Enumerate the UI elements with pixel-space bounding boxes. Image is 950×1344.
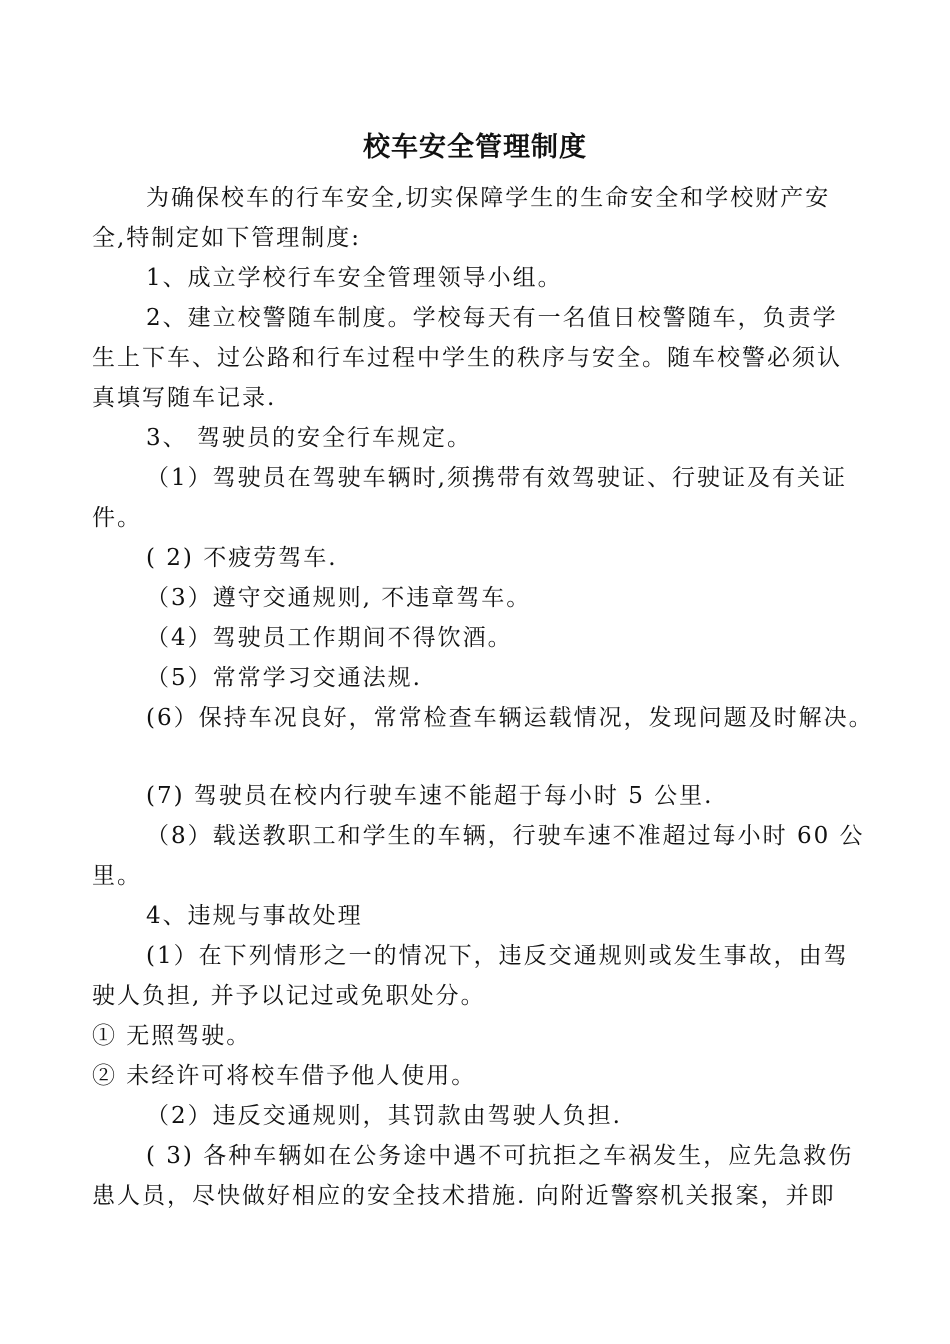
violation-2: （2）违反交通规则，其罚款由驾驶人负担. — [146, 1103, 622, 1129]
intro-line-2: 全,特制定如下管理制度: — [92, 225, 362, 251]
circled-item-2: ② 未经许可将校车借予他人使用。 — [92, 1063, 477, 1089]
item-2-line-2: 生上下车、过公路和行车过程中学生的秩序与安全。随车校警必须认 — [92, 345, 842, 371]
rule-3: （3）遵守交通规则, 不违章驾车。 — [146, 585, 532, 611]
rule-8-line-1: （8）载送教职工和学生的车辆，行驶车速不准超过每小时 60 公 — [146, 823, 865, 849]
item-3: 3、 驾驶员的安全行车规定。 — [146, 425, 472, 451]
rule-4: （4）驾驶员工作期间不得饮酒。 — [146, 625, 513, 651]
item-2-line-1: 2、建立校警随车制度。学校每天有一名值日校警随车，负责学 — [146, 305, 838, 331]
circled-item-1: ① 无照驾驶。 — [92, 1023, 252, 1049]
item-2-line-3: 真填写随车记录. — [92, 385, 277, 411]
rule-5: （5）常常学习交通法规. — [146, 665, 422, 691]
document-title: 校车安全管理制度 — [363, 132, 587, 163]
rule-7: (7) 驾驶员在校内行驶车速不能超于每小时 5 公里. — [146, 783, 714, 809]
violation-1-line-2: 驶人负担, 并予以记过或免职处分。 — [92, 983, 486, 1009]
item-1: 1、成立学校行车安全管理领导小组。 — [146, 265, 563, 291]
rule-1-line-2: 件。 — [92, 505, 142, 531]
item-4: 4、违规与事故处理 — [146, 903, 363, 929]
violation-3-line-1: ( 3) 各种车辆如在公务途中遇不可抗拒之车祸发生，应先急救伤 — [146, 1143, 854, 1169]
intro-line-1: 为确保校车的行车安全,切实保障学生的生命安全和学校财产安 — [146, 185, 831, 211]
rule-1-line-1: （1）驾驶员在驾驶车辆时,须携带有效驾驶证、行驶证及有关证 — [146, 465, 847, 491]
rule-2: ( 2) 不疲劳驾车. — [146, 545, 338, 571]
violation-3-line-2: 患人员，尽快做好相应的安全技术措施. 向附近警察机关报案，并即 — [92, 1183, 836, 1209]
rule-8-line-2: 里。 — [92, 863, 142, 889]
rule-6: (6）保持车况良好，常常检查车辆运载情况，发现问题及时解决。 — [146, 705, 874, 731]
violation-1-line-1: (1）在下列情形之一的情况下，违反交通规则或发生事故，由驾 — [146, 943, 849, 969]
